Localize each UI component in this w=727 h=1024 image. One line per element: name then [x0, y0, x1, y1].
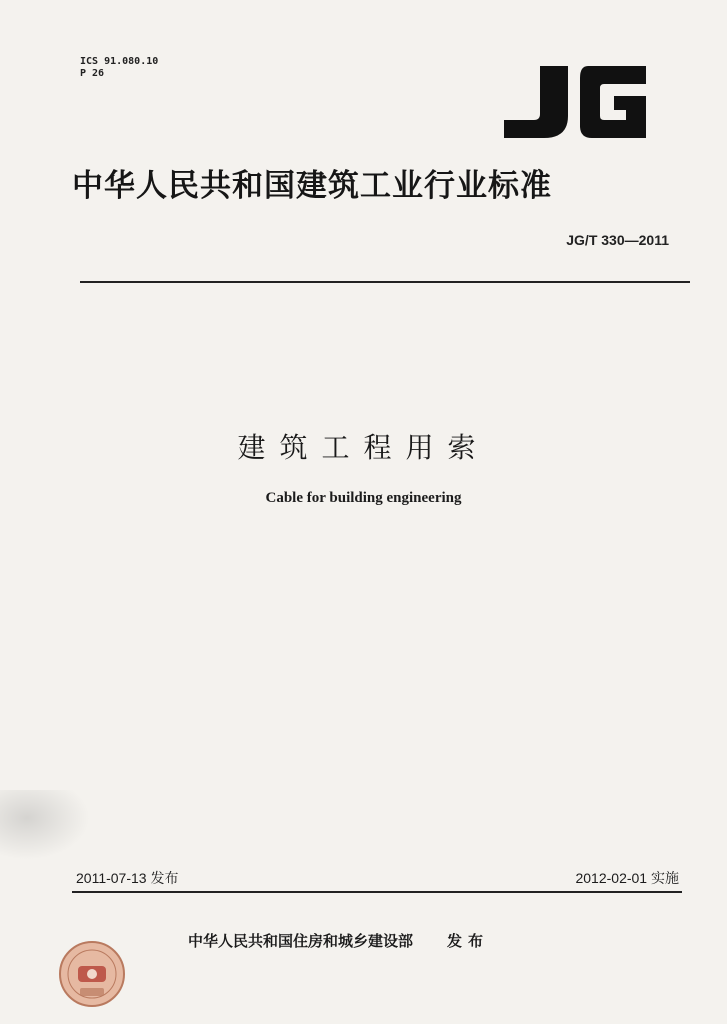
- document-subtitle-en: Cable for building engineering: [265, 490, 462, 506]
- top-divider: [80, 281, 690, 283]
- scan-smudge: [0, 790, 90, 860]
- issuing-authority: [188, 930, 489, 951]
- issuer-action: 发布: [447, 932, 490, 950]
- jg-standard-logo: [500, 64, 650, 140]
- bottom-divider: [72, 891, 682, 893]
- issuer-name: 中华人民共和国住房和城乡建设部: [188, 932, 414, 950]
- issue-date: 2011-07-13 发布: [76, 870, 179, 886]
- ccs-code: P 26: [80, 68, 105, 79]
- standard-category-title: 中华人民共和国建筑工业行业标准: [72, 168, 552, 204]
- ics-code: ICS 91.080.10: [80, 56, 159, 67]
- standard-code: JG/T 330—2011: [566, 232, 669, 248]
- classification-codes: [80, 56, 158, 80]
- publisher-seal-icon: [58, 940, 126, 1008]
- document-title: 建筑工程用索: [237, 431, 490, 464]
- effective-date: 2012-02-01 实施: [575, 870, 679, 886]
